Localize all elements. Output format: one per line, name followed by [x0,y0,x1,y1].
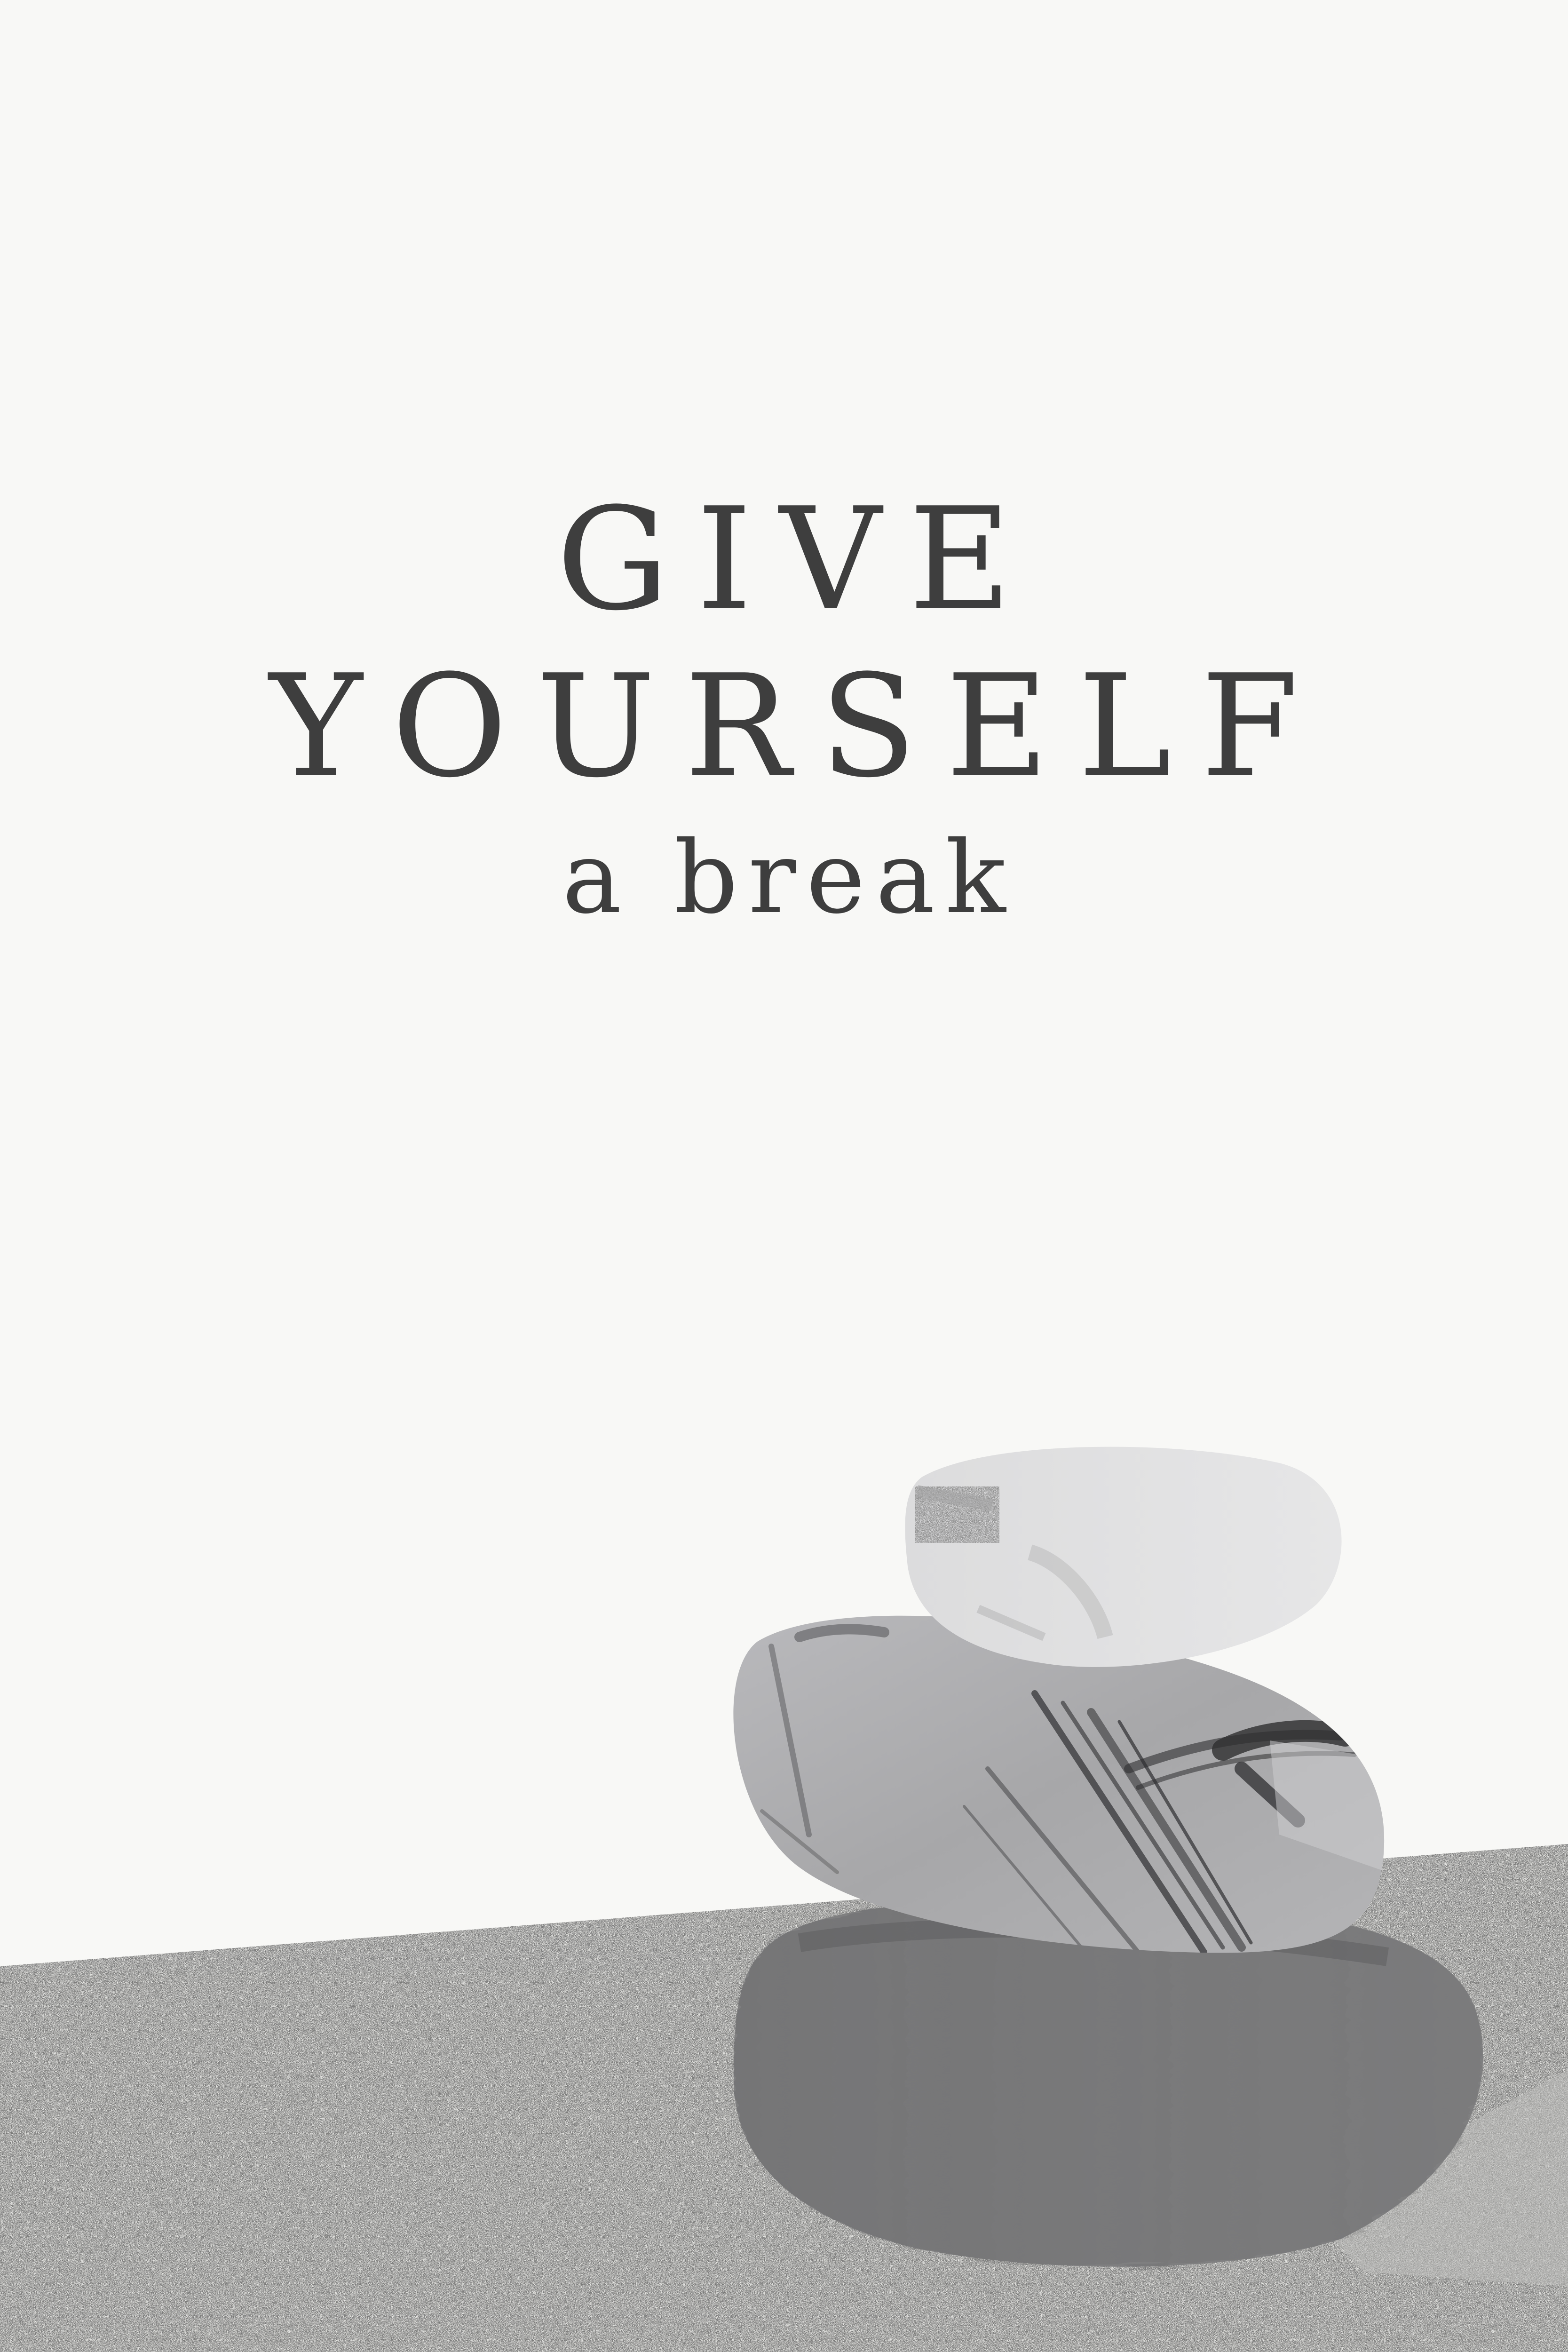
quote-line-yourself: YOURSELF [269,644,1328,809]
quote-line-a-break: a break [562,819,1016,936]
top-stone [905,1447,1341,1667]
quote-line-give: GIVE [556,477,1039,642]
bottom-stone [734,1899,1483,2267]
